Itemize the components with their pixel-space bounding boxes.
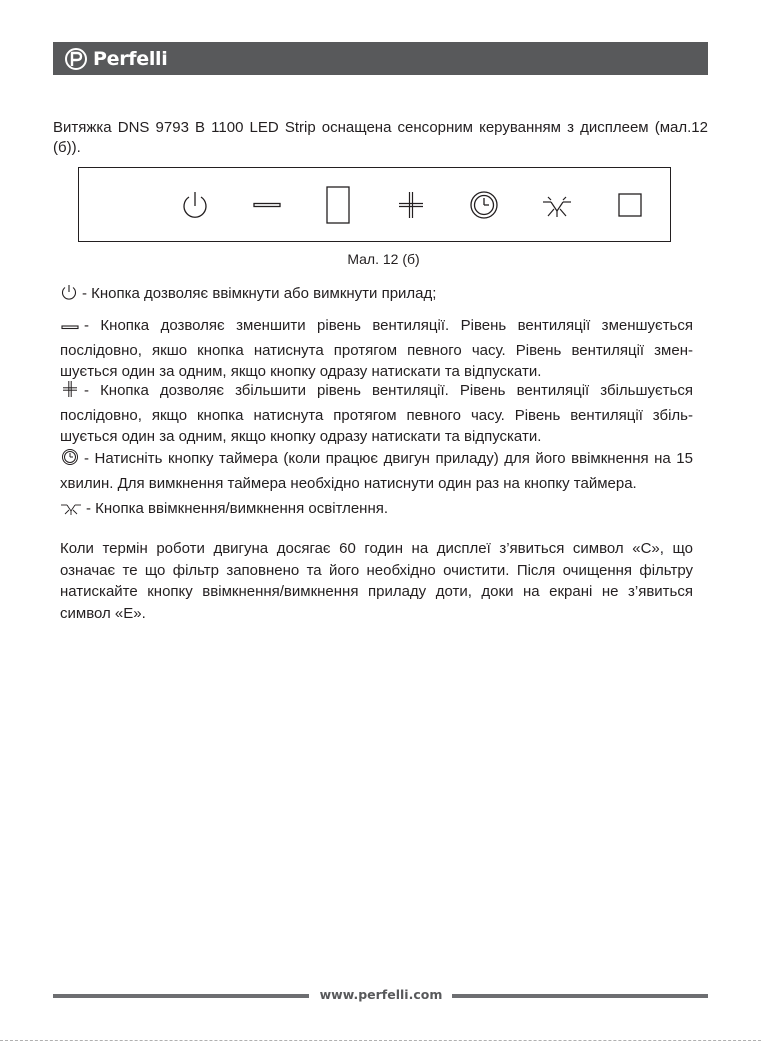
power-icon bbox=[184, 192, 206, 217]
light-icon bbox=[60, 498, 82, 523]
page-edge-line bbox=[0, 1040, 761, 1041]
timer-icon bbox=[471, 192, 497, 218]
plus-icon bbox=[399, 192, 423, 218]
brand-mark-icon bbox=[65, 48, 87, 70]
minus-icon bbox=[60, 318, 80, 340]
display-icon bbox=[327, 187, 349, 223]
timer-icon bbox=[60, 448, 80, 473]
description-minus-text: - Кнопка дозволяє зменшити рівень вентиляції. Рівень вентиляції зменшується послідовно, якшо кнопка натиснута протягом певного часу. Рівень вентиляції змен-шується один за одним, якщо кнопку одразу натискати та відпускати. bbox=[60, 317, 693, 380]
description-power bbox=[60, 283, 693, 308]
description-light-text: - Кнопка ввімкнення/вимкнення освітлення. bbox=[86, 500, 389, 517]
minus-icon bbox=[254, 204, 280, 207]
footer-line-left bbox=[53, 994, 309, 998]
filter-note: Коли термін роботи двигуна досягає 60 годин на дисплеї з’явиться символ «С», що означає те що фільтр заповнено та його необхідно очистити. Після очищення фільтру натискайте кнопку ввімкнення/вимкнення приладу доти, доки на екрані не з’явиться символ «Е». bbox=[60, 540, 693, 622]
brand-logo bbox=[65, 46, 167, 71]
light-icon bbox=[543, 197, 571, 217]
description-plus-text: - Кнопка дозволяє збільшити рівень вентиляції. Рівень вентиляції збільшується послідовно, якщо кнопка натиснута протягом певного часу. Рівень вентиляції збіль-шується один за одним, якщо кнопку одразу натискати та відпускати. bbox=[60, 382, 693, 445]
footer-url: www.perfelli.com bbox=[319, 987, 443, 1002]
description-timer-text: - Натисніть кнопку таймера (коли працює двигун приладу) для його ввімкнення на 15 хвилин. Для вимкнення таймера необхідно натиснути один раз на кнопку таймера. bbox=[60, 450, 693, 492]
square-icon bbox=[619, 194, 641, 216]
description-power-text: - Кнопка дозволяє ввімкнути або вимкнути прилад; bbox=[82, 285, 437, 302]
figure-caption-text: Мал. 12 (б) bbox=[347, 251, 420, 267]
footer-line-right bbox=[452, 994, 708, 998]
brand-p-glyph bbox=[69, 51, 83, 67]
figure-caption bbox=[0, 250, 761, 268]
plus-icon bbox=[60, 380, 80, 405]
description-plus bbox=[60, 380, 693, 448]
description-minus bbox=[60, 315, 693, 383]
control-panel-figure bbox=[78, 167, 671, 242]
header-bar bbox=[53, 42, 708, 75]
description-timer bbox=[60, 448, 693, 494]
description-light bbox=[60, 498, 693, 523]
brand-name: Perfelli bbox=[93, 47, 168, 70]
intro-text: Витяжка DNS 9793 B 1100 LED Strip оснащена сенсорним керуванням з дисплеем (мал.12 (б)). bbox=[53, 119, 708, 156]
power-icon bbox=[60, 283, 78, 308]
